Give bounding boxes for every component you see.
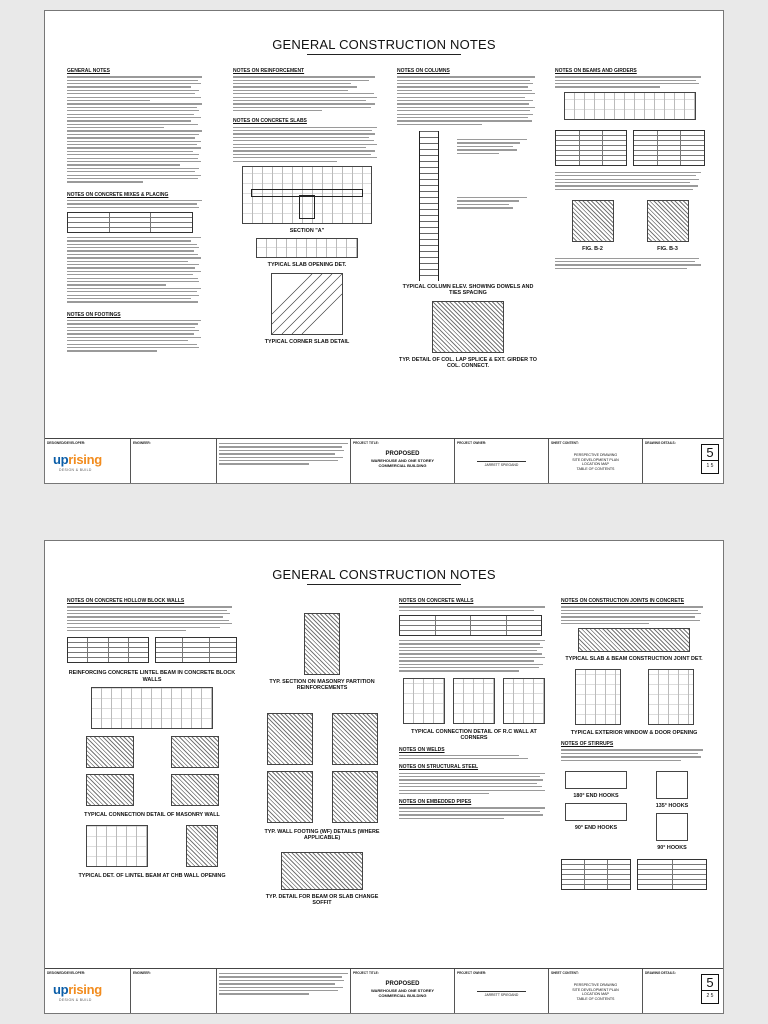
note-text-block: [555, 172, 705, 190]
notes-column-1: [67, 69, 205, 354]
hook-table: [561, 859, 631, 890]
sheet-content-cell: [549, 969, 643, 1013]
drawing-caption: TYPICAL DET. OF LINTEL BEAM AT CHB WALL OPENING: [78, 872, 226, 879]
rc-wall-corner-drawings: [399, 676, 549, 726]
designer-cell: [45, 969, 131, 1013]
note-text-block: [233, 127, 381, 162]
project-title-cell: [351, 969, 455, 1013]
drawing-details-cell: [643, 969, 723, 1013]
wall-connection-drawings: [67, 733, 237, 771]
note-text-block: [67, 320, 205, 352]
project-title-label: PROJECT TITLE:: [353, 971, 379, 975]
notes-column-2: [257, 599, 387, 909]
drawing-caption: SECTION "A": [289, 227, 325, 234]
section-drawing: [186, 825, 218, 867]
drawing-details-label: DRAWING DETAILS:: [645, 971, 676, 975]
engineer-cell: [131, 439, 217, 483]
notes-column-1: [67, 599, 237, 882]
project-owner-cell: [455, 439, 549, 483]
company-logo-tagline: DESIGN & BUILD: [59, 998, 92, 1002]
section-heading: NOTES ON WELDS: [399, 746, 445, 753]
note-text-block: [67, 200, 205, 208]
sheet-content-cell: [549, 439, 643, 483]
sheet-number-box: [701, 974, 719, 1004]
column-elevation-drawing: [397, 131, 539, 281]
company-logo: uprising: [53, 982, 102, 997]
beam-figures: [555, 196, 705, 255]
disclaimer-cell: [217, 969, 351, 1013]
rc-wall-corner-drawing: [503, 678, 545, 724]
mix-table: [67, 212, 193, 233]
drawing-caption: FIG. B-3: [657, 246, 678, 253]
drawing-caption: FIG. B-2: [582, 246, 603, 253]
sheet-number: 5: [702, 445, 718, 461]
sheet-contents-list: PERSPECTIVE DRAWING SITE DEVELOPMENT PLAN LOCATION MAP TABLE OF CONTENTS: [572, 453, 619, 471]
door-opening-drawing: [648, 669, 694, 725]
notes-column-3: [399, 599, 549, 821]
hook-drawing: [656, 813, 688, 841]
intersection-wall-drawing: [86, 774, 134, 806]
section-heading: NOTES ON STRUCTURAL STEEL: [399, 764, 479, 771]
drawing-caption: REINFORCING CONCRETE LINTEL BEAM IN CONCRETE BLOCK WALLS: [68, 670, 236, 683]
opening-drawings: [561, 667, 707, 727]
beam-soffit-drawing: [281, 852, 363, 890]
project-owner-label: PROJECT OWNER:: [457, 441, 487, 445]
notes-column-3: [397, 69, 539, 373]
section-heading: NOTES ON REINFORCEMENT: [233, 68, 305, 74]
hook-tables: [561, 855, 707, 894]
section-heading: NOTES ON CONCRETE HOLLOW BLOCK WALLS: [67, 598, 185, 604]
note-text-block: [399, 640, 549, 672]
drawing-details-label: DRAWING DETAILS:: [645, 441, 676, 445]
slab-opening-drawing: [256, 238, 358, 258]
window-opening-drawing: [575, 669, 621, 725]
note-text-block: [399, 773, 549, 795]
drawing-caption: TYPICAL CONNECTION DETAIL OF MASONRY WALL: [84, 812, 220, 819]
drawing-caption: TYPICAL SLAB & BEAM CONSTRUCTION JOINT DET.: [565, 656, 703, 663]
notes-column-4: [555, 69, 705, 271]
drawing-caption: TYP. DETAIL FOR BEAM OR SLAB CHANGE SOFFIT: [265, 893, 379, 907]
drawing-caption: 90° HOOKS: [657, 845, 687, 852]
disclaimer-cell: [217, 439, 351, 483]
opening-wall-drawing: [171, 736, 219, 768]
rc-wall-corner-drawing: [403, 678, 445, 724]
title-block: [45, 968, 723, 1013]
section-heading: NOTES ON CONCRETE SLABS: [233, 118, 307, 125]
note-text-block: [555, 258, 705, 269]
section-heading: NOTES ON CONCRETE MIXES & PLACING: [67, 191, 169, 198]
chb-table: [155, 637, 237, 663]
construction-joint-drawing: [578, 628, 690, 652]
section-heading: NOTES ON BEAMS AND GIRDERS: [555, 68, 637, 74]
project-title: PROPOSED WAREHOUSE AND ONE STOREY COMMERCIAL BUILDING: [370, 451, 435, 468]
sheet-content-label: SHEET CONTENT:: [551, 441, 579, 445]
drawing-caption: TYP. DETAIL OF COL. LAP SPLICE & EXT. GIRDER TO COL. CONNECT.: [399, 356, 537, 370]
sheet-contents-list: PERSPECTIVE DRAWING SITE DEVELOPMENT PLAN LOCATION MAP TABLE OF CONTENTS: [572, 983, 619, 1001]
project-title-label: PROJECT TITLE:: [353, 441, 379, 445]
project-title: PROPOSED WAREHOUSE AND ONE STOREY COMMERCIAL BUILDING: [370, 981, 435, 998]
note-text-block: [67, 76, 205, 182]
note-text-block: [561, 749, 707, 760]
note-text-block: [555, 76, 705, 87]
project-owner-cell: [455, 969, 549, 1013]
hook-drawing: [656, 771, 688, 799]
notes-column-4: [561, 599, 707, 894]
project-title-cell: [351, 439, 455, 483]
wall-footing-drawing: [267, 771, 313, 823]
splice-tables: [555, 126, 705, 170]
notes-column-2: [233, 69, 381, 348]
hook-drawing: [565, 803, 627, 821]
drawing-caption: TYP. SECTION ON MASONRY PARTITION REINFORCEMENTS: [269, 679, 375, 692]
lap-splice-table: [633, 130, 705, 166]
section-heading: NOTES ON FOOTINGS: [67, 311, 121, 318]
section-heading: NOTES ON CONCRETE WALLS: [399, 598, 474, 604]
section-heading: NOTES ON CONSTRUCTION JOINTS IN CONCRETE: [561, 598, 685, 604]
figure-b2: [563, 196, 623, 255]
hook-group-left: [561, 767, 631, 855]
drawing-caption: TYPICAL CORNER SLAB DETAIL: [264, 338, 350, 345]
owner-name: JARRETT SPIEGAND: [477, 991, 526, 997]
figure-b3: [638, 196, 698, 255]
designer-cell: [45, 439, 131, 483]
company-logo-tagline: DESIGN & BUILD: [59, 468, 92, 472]
title-underline: [307, 54, 461, 55]
lintel-opening-drawings: [67, 822, 237, 870]
note-text-block: [397, 76, 539, 125]
section-heading: NOTES ON EMBEDDED PIPES: [399, 799, 472, 806]
rc-wall-corner-drawing: [453, 678, 495, 724]
column-wall-drawing: [171, 774, 219, 806]
lap-splice-drawing: [432, 301, 504, 353]
beam-elevation-drawing: [564, 92, 696, 120]
section-heading: NOTES OF STIRRUPS: [561, 741, 614, 748]
drawing-sheet-2: [44, 540, 724, 1014]
engineer-label: ENGINEER:: [133, 441, 151, 445]
drawing-caption: TYPICAL EXTERIOR WINDOW & DOOR OPENING: [570, 729, 698, 736]
engineer-cell: [131, 969, 217, 1013]
sheet-title: GENERAL CONSTRUCTION NOTES: [272, 37, 496, 52]
drawing-caption: TYPICAL SLAB OPENING DET.: [267, 262, 347, 269]
wall-footing-drawing: [332, 713, 378, 765]
corner-slab-drawing: [271, 273, 343, 335]
company-logo: uprising: [53, 452, 102, 467]
title-underline: [307, 584, 461, 585]
corner-wall-drawing: [86, 736, 134, 768]
chb-tables: [67, 633, 237, 667]
sheet-number-box: [701, 444, 719, 474]
title-block: [45, 438, 723, 483]
drawing-caption: 180° END HOOKS: [573, 792, 619, 799]
wall-connection-drawings: [67, 771, 237, 809]
designer-label: DESIGNED/DEVELOPER:: [47, 971, 86, 975]
note-text-block: [67, 606, 237, 631]
note-text-block: [561, 606, 707, 624]
wall-reinforcement-table: [399, 615, 542, 636]
slab-section-drawing: [242, 166, 372, 224]
sheet-title: GENERAL CONSTRUCTION NOTES: [272, 567, 496, 582]
sheet-content-label: SHEET CONTENT:: [551, 971, 579, 975]
chb-table: [67, 637, 149, 663]
engineer-label: ENGINEER:: [133, 971, 151, 975]
drawing-sheet-1: [44, 10, 724, 484]
note-text-block: [399, 755, 549, 760]
masonry-partition-drawing: [304, 613, 340, 675]
wall-footing-drawings: [257, 710, 387, 768]
hook-group-right: [637, 767, 707, 855]
drawing-caption: TYP. WALL FOOTING (WF) DETAILS (WHERE APPLICABLE): [264, 828, 380, 842]
wall-footing-drawing: [332, 771, 378, 823]
hook-drawings: [561, 767, 707, 855]
section-heading: GENERAL NOTES: [67, 68, 110, 74]
note-text-block: [67, 237, 205, 303]
lintel-beam-drawing: [91, 687, 213, 729]
hook-drawing: [565, 771, 627, 789]
owner-name: JARRETT SPIEGAND: [477, 461, 526, 467]
sheet-of: 1 5: [706, 463, 714, 469]
designer-label: DESIGNED/DEVELOPER:: [47, 441, 86, 445]
drawing-details-cell: [643, 439, 723, 483]
drawing-caption: 135° HOOKS: [655, 802, 689, 809]
note-text-block: [233, 76, 381, 111]
project-owner-label: PROJECT OWNER:: [457, 971, 487, 975]
wall-footing-drawings: [257, 768, 387, 826]
drawing-caption: TYPICAL CONNECTION DETAIL OF R.C WALL AT CORNERS: [411, 728, 537, 742]
note-text-block: [399, 807, 549, 818]
drawing-caption: TYPICAL COLUMN ELEV. SHOWING DOWELS AND TIES SPACING: [402, 283, 534, 297]
sheet-number: 5: [702, 975, 718, 991]
wall-footing-drawing: [267, 713, 313, 765]
sheet-of: 2 5: [706, 993, 714, 999]
lap-splice-table: [555, 130, 627, 166]
elevation-drawing: [86, 825, 148, 867]
drawing-caption: 90° END HOOKS: [574, 825, 618, 832]
section-heading: NOTES ON COLUMNS: [397, 68, 450, 74]
note-text-block: [399, 606, 549, 611]
hook-table: [637, 859, 707, 890]
